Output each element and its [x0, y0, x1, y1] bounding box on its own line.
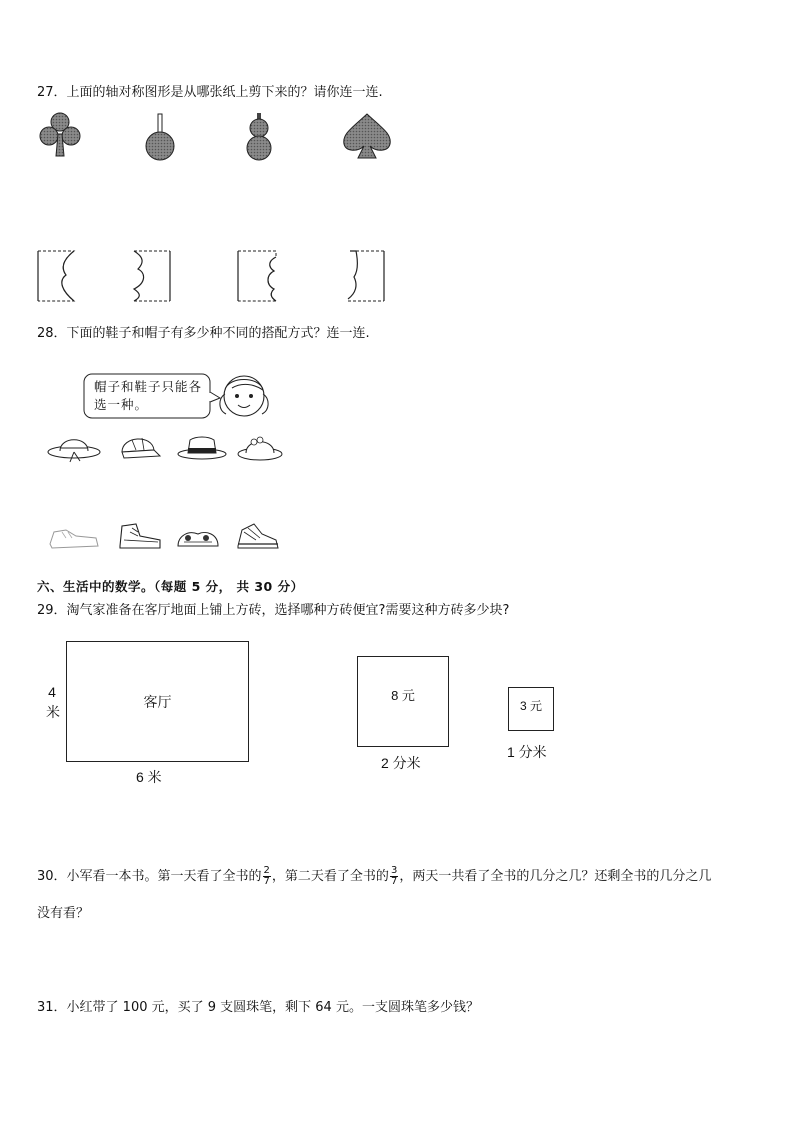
- fraction-2-7-denominator: 7: [263, 876, 270, 887]
- room-width-label: 6 米: [136, 769, 162, 785]
- living-room-rect: [66, 641, 249, 762]
- speech-text: 帽子和鞋子只能各选一种。: [94, 379, 203, 412]
- q27-paper-row: [36, 249, 396, 309]
- room-height-unit: 米: [46, 704, 60, 720]
- tile-small-rect: [508, 687, 554, 731]
- paper-piece-2[interactable]: [134, 251, 170, 301]
- tile-large-price: 8 元: [391, 688, 415, 703]
- q29-text: 29．淘气家准备在客厅地面上铺上方砖，选择哪种方砖便宜?需要这种方砖多少块?: [37, 603, 510, 618]
- girl-icon: [220, 376, 268, 416]
- q27-papers-svg: [36, 249, 396, 305]
- club-icon[interactable]: [40, 113, 80, 156]
- sneaker-icon[interactable]: [50, 530, 98, 548]
- paper-piece-3[interactable]: [238, 251, 276, 301]
- baby-shoe-icon[interactable]: [178, 533, 218, 547]
- bonnet-icon[interactable]: [238, 437, 282, 460]
- fraction-3-7-denominator: 7: [390, 876, 398, 887]
- q27-shapes-row: [34, 112, 394, 168]
- gourd-icon[interactable]: [247, 113, 271, 160]
- fraction-3-7-numerator: 3: [390, 865, 398, 876]
- boot-icon[interactable]: [120, 524, 160, 548]
- sport-shoe-icon[interactable]: [238, 524, 278, 548]
- spade-icon[interactable]: [344, 114, 391, 158]
- q28-speech-area: [82, 370, 282, 430]
- fraction-2-7-numerator: 2: [263, 865, 270, 876]
- mirror-icon[interactable]: [146, 114, 174, 160]
- paper-piece-4[interactable]: [348, 251, 384, 301]
- room-height-number: 4: [48, 684, 56, 700]
- tile-large-rect: [357, 656, 449, 747]
- q30-part1: 30．小军看一本书。第一天看了全书的: [37, 869, 262, 884]
- shoes-svg: [48, 518, 288, 554]
- q27-text: 27．上面的轴对称图形是从哪张纸上剪下来的？请你连一连.: [37, 85, 383, 100]
- room-height-label: [46, 682, 58, 722]
- tile-large-size: 2 分米: [381, 755, 421, 771]
- tile-small-size: 1 分米: [507, 744, 547, 760]
- shoes-row: [48, 518, 288, 558]
- fraction-2-7: [263, 866, 271, 887]
- tile-small-price: 3 元: [519, 699, 542, 713]
- q30-line2: 没有看？: [37, 906, 90, 921]
- living-room-label: 客厅: [143, 694, 172, 710]
- section-6-title: 六、生活中的数学。（每题 5 分， 共 30 分）: [37, 579, 304, 594]
- paper-piece-1[interactable]: [38, 251, 74, 301]
- fraction-3-7: [390, 866, 398, 887]
- q27-shapes-svg: [34, 112, 394, 164]
- q30-part2: ，第二天看了全书的: [271, 869, 389, 884]
- sun-hat-icon[interactable]: [48, 440, 100, 462]
- fedora-icon[interactable]: [178, 437, 226, 459]
- hats-svg: [44, 428, 294, 468]
- q30-part3: ，两天一共看了全书的几分之几？还剩全书的几分之几: [399, 869, 712, 884]
- q30-line1: [37, 866, 711, 887]
- cap-icon[interactable]: [122, 438, 160, 458]
- q31-text: 31．小红带了 100 元，买了 9 支圆珠笔，剩下 64 元。一支圆珠笔多少钱？: [37, 1000, 479, 1015]
- q28-text: 28．下面的鞋子和帽子有多少种不同的搭配方式？连一连.: [37, 326, 370, 341]
- hats-row: [44, 428, 294, 472]
